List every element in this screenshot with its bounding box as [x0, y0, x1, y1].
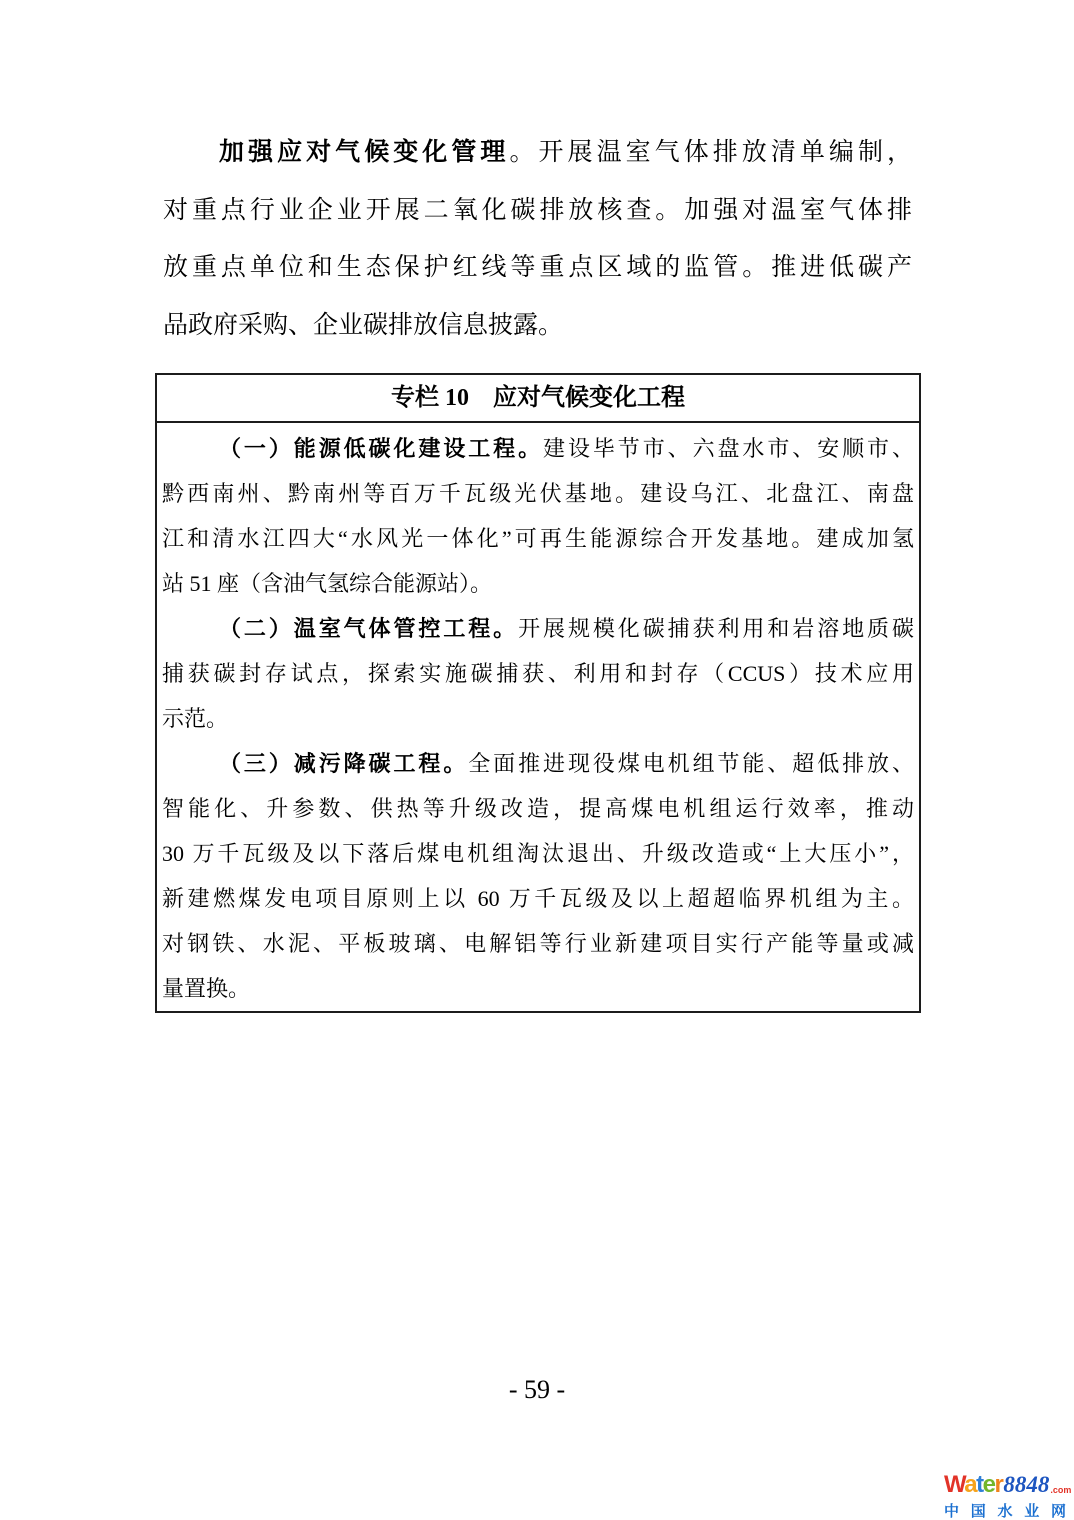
- item-text: 开展规模化碳捕获利用和岩溶地质碳: [518, 616, 914, 641]
- item-text: 江和清水江四大“水风光一体化”可再生能源综合开发基地。建成加氢: [162, 526, 914, 551]
- logo-number: 8848: [1003, 1472, 1050, 1497]
- item-text: 黔西南州、黔南州等百万千瓦级光伏基地。建设乌江、北盘江、南盘: [162, 481, 914, 506]
- text-line: [162, 921, 914, 966]
- logo-letter: r: [994, 1471, 1003, 1498]
- watermark-logo: [944, 1471, 1072, 1520]
- logo-subtitle-char: 国: [970, 1503, 986, 1520]
- logo-water-text: [944, 1471, 1002, 1499]
- text-line: [162, 516, 914, 561]
- paragraph-lead-bold: 加强应对气候变化管理: [219, 139, 510, 166]
- item-text: 建设毕节市、六盘水市、安顺市、: [543, 436, 914, 461]
- logo-subtitle-char: 业: [1024, 1503, 1040, 1520]
- text-line: [163, 297, 912, 355]
- box-body: [157, 423, 919, 1011]
- text-line: [162, 426, 914, 471]
- text-line: [162, 741, 914, 786]
- logo-letter: e: [982, 1471, 995, 1498]
- page-number: - 59 -: [508, 1375, 566, 1404]
- text-line: [162, 561, 914, 606]
- logo-letter: W: [944, 1471, 965, 1498]
- item-text: 全面推进现役煤电机组节能、超低排放、: [468, 751, 914, 776]
- item-text: 量置换。: [162, 976, 251, 1001]
- callout-box: [155, 373, 921, 1013]
- logo-subtitle-char: 中: [944, 1503, 960, 1520]
- item-text: 智能化、升参数、供热等升级改造，提高煤电机组运行效率，推动: [162, 796, 914, 821]
- text-line: [162, 966, 914, 1011]
- box-title: 专栏 10 应对气候变化工程: [157, 375, 919, 423]
- text-line: [163, 239, 912, 297]
- text-line: [162, 786, 914, 831]
- item-text: 站 51 座（含油气氢综合能源站）。: [162, 571, 493, 596]
- text-line: [162, 651, 914, 696]
- logo-letter: t: [976, 1471, 983, 1498]
- item-text: 30 万千瓦级及以下落后煤电机组淘汰退出、升级改造或“上大压小”，: [162, 841, 914, 866]
- logo-subtitle-char: 网: [1050, 1503, 1066, 1520]
- text-line: [162, 606, 914, 651]
- paragraph-text: 。开展温室气体排放清单编制，: [509, 139, 912, 166]
- item-text: 示范。: [162, 706, 229, 731]
- logo-subtitle-char: 水: [997, 1503, 1013, 1520]
- logo-subtitle: [944, 1500, 1066, 1520]
- paragraph-text: 对重点行业企业开展二氧化碳排放核查。加强对温室气体排: [163, 196, 912, 224]
- item-text: 新建燃煤发电项目原则上以 60 万千瓦级及以上超超临界机组为主。: [162, 886, 914, 911]
- item-text: 捕获碳封存试点，探索实施碳捕获、利用和封存（CCUS）技术应用: [162, 661, 914, 686]
- main-paragraph: [163, 124, 912, 354]
- text-line: [162, 876, 914, 921]
- text-line: [162, 831, 914, 876]
- logo-letter: a: [964, 1471, 977, 1498]
- text-line: [163, 182, 912, 240]
- item-lead-bold: （二）温室气体管控工程。: [219, 616, 519, 641]
- item-lead-bold: （三）减污降碳工程。: [219, 751, 469, 776]
- paragraph-text: 放重点单位和生态保护红线等重点区域的监管。推进低碳产: [163, 254, 912, 281]
- paragraph-text: 品政府采购、企业碳排放信息披露。: [163, 311, 564, 339]
- item-text: 对钢铁、水泥、平板玻璃、电解铝等行业新建项目实行产能等量或减: [162, 931, 914, 956]
- text-line: [162, 471, 914, 516]
- item-lead-bold: （一）能源低碳化建设工程。: [219, 436, 544, 461]
- text-line: [162, 696, 914, 741]
- logo-wordmark: [944, 1471, 1072, 1499]
- text-line: [163, 124, 912, 182]
- logo-tld: .com: [1050, 1485, 1072, 1495]
